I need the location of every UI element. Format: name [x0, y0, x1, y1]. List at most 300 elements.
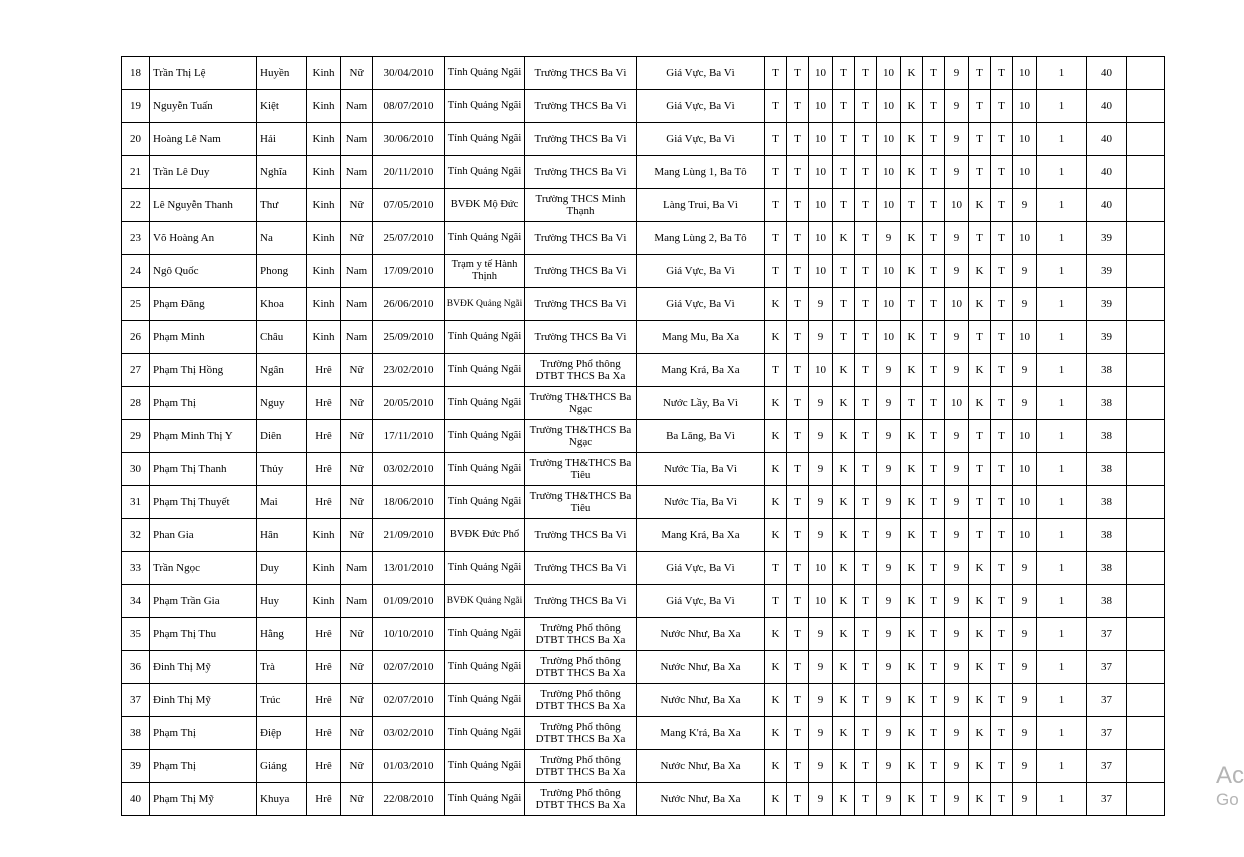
- cell-m2-score: 9: [877, 618, 901, 651]
- cell-m1-b: T: [787, 156, 809, 189]
- cell-dia-chi: Giá Vực, Ba Vì: [637, 585, 765, 618]
- cell-m1-b: T: [787, 486, 809, 519]
- cell-ten: Điệp: [257, 717, 307, 750]
- cell-m2-b: T: [855, 618, 877, 651]
- cell-m4-a: T: [969, 123, 991, 156]
- cell-m1-a: K: [765, 519, 787, 552]
- cell-m3-a: T: [901, 189, 923, 222]
- cell-m3-score: 9: [945, 123, 969, 156]
- cell-m2-score: 9: [877, 717, 901, 750]
- cell-m4-score: 9: [1013, 189, 1037, 222]
- cell-m4-a: K: [969, 684, 991, 717]
- cell-dan-toc: Hrê: [307, 420, 341, 453]
- cell-ngay-sinh: 08/07/2010: [373, 90, 445, 123]
- cell-m3-a: K: [901, 585, 923, 618]
- cell-dia-chi: Nước Như, Ba Xa: [637, 783, 765, 816]
- cell-ho-dem: Ngô Quốc: [150, 255, 257, 288]
- cell-m1-a: K: [765, 750, 787, 783]
- cell-ho-dem: Phạm Thị: [150, 750, 257, 783]
- cell-tong-diem: 40: [1087, 123, 1127, 156]
- cell-ho-dem: Đinh Thị Mỹ: [150, 651, 257, 684]
- cell-dia-chi: Nước Lầy, Ba Vì: [637, 387, 765, 420]
- cell-m2-score: 9: [877, 387, 901, 420]
- cell-m2-a: T: [833, 288, 855, 321]
- cell-tong-diem: 40: [1087, 90, 1127, 123]
- cell-ten: Trúc: [257, 684, 307, 717]
- cell-dan-toc: Hrê: [307, 387, 341, 420]
- table-row: [122, 750, 1165, 783]
- cell-tong-diem: 40: [1087, 189, 1127, 222]
- cell-uu-tien: 1: [1037, 651, 1087, 684]
- cell-dan-toc: Hrê: [307, 783, 341, 816]
- cell-truong: Trường THCS Ba Vì: [525, 585, 637, 618]
- cell-m1-score: 10: [809, 57, 833, 90]
- cell-ten: Duy: [257, 552, 307, 585]
- cell-m1-score: 10: [809, 156, 833, 189]
- cell-m2-a: K: [833, 387, 855, 420]
- cell-noi-sinh: BVĐK Mộ Đức: [445, 189, 525, 222]
- cell-m4-b: T: [991, 519, 1013, 552]
- table-row: [122, 222, 1165, 255]
- cell-m3-score: 9: [945, 453, 969, 486]
- cell-truong: Trường Phổ thông DTBT THCS Ba Xa: [525, 651, 637, 684]
- cell-truong: Trường THCS Ba Vì: [525, 321, 637, 354]
- cell-m3-score: 9: [945, 684, 969, 717]
- cell-noi-sinh: BVĐK Đức Phổ: [445, 519, 525, 552]
- cell-noi-sinh: Tỉnh Quảng Ngãi: [445, 453, 525, 486]
- cell-m2-a: K: [833, 552, 855, 585]
- cell-m2-a: K: [833, 750, 855, 783]
- cell-uu-tien: 1: [1037, 783, 1087, 816]
- cell-ten: Na: [257, 222, 307, 255]
- cell-m4-b: T: [991, 321, 1013, 354]
- cell-ngay-sinh: 18/06/2010: [373, 486, 445, 519]
- cell-m4-score: 10: [1013, 123, 1037, 156]
- cell-tong-diem: 37: [1087, 783, 1127, 816]
- cell-stt: 25: [122, 288, 150, 321]
- cell-uu-tien: 1: [1037, 321, 1087, 354]
- cell-m3-a: K: [901, 354, 923, 387]
- cell-m2-b: T: [855, 453, 877, 486]
- cell-m3-a: T: [901, 288, 923, 321]
- cell-uu-tien: 1: [1037, 123, 1087, 156]
- cell-ghi-chu: [1127, 585, 1165, 618]
- table-row: [122, 123, 1165, 156]
- cell-noi-sinh: Tỉnh Quảng Ngãi: [445, 222, 525, 255]
- cell-m1-score: 9: [809, 750, 833, 783]
- cell-m4-score: 10: [1013, 156, 1037, 189]
- cell-truong: Trường THCS Ba Vì: [525, 90, 637, 123]
- cell-dan-toc: Hrê: [307, 651, 341, 684]
- cell-ghi-chu: [1127, 354, 1165, 387]
- cell-m1-a: T: [765, 189, 787, 222]
- cell-uu-tien: 1: [1037, 354, 1087, 387]
- cell-gioi-tinh: Nữ: [341, 57, 373, 90]
- table-row: [122, 288, 1165, 321]
- cell-gioi-tinh: Nữ: [341, 453, 373, 486]
- cell-ten: Huyền: [257, 57, 307, 90]
- cell-ghi-chu: [1127, 156, 1165, 189]
- cell-truong: Trường Phổ thông DTBT THCS Ba Xa: [525, 717, 637, 750]
- cell-ghi-chu: [1127, 651, 1165, 684]
- cell-m4-score: 9: [1013, 255, 1037, 288]
- cell-ghi-chu: [1127, 486, 1165, 519]
- cell-dan-toc: Kinh: [307, 288, 341, 321]
- table-row: [122, 453, 1165, 486]
- cell-stt: 30: [122, 453, 150, 486]
- cell-noi-sinh: Tỉnh Quảng Ngãi: [445, 717, 525, 750]
- cell-m2-a: K: [833, 222, 855, 255]
- cell-tong-diem: 38: [1087, 387, 1127, 420]
- cell-m3-score: 9: [945, 255, 969, 288]
- cell-m1-b: T: [787, 684, 809, 717]
- cell-tong-diem: 39: [1087, 255, 1127, 288]
- cell-m4-a: K: [969, 255, 991, 288]
- cell-dia-chi: Mang Lùng 2, Ba Tô: [637, 222, 765, 255]
- cell-m4-score: 9: [1013, 585, 1037, 618]
- cell-uu-tien: 1: [1037, 684, 1087, 717]
- cell-ghi-chu: [1127, 684, 1165, 717]
- table-row: [122, 255, 1165, 288]
- cell-m1-score: 9: [809, 684, 833, 717]
- cell-tong-diem: 39: [1087, 288, 1127, 321]
- cell-ten: Trà: [257, 651, 307, 684]
- cell-m1-score: 10: [809, 123, 833, 156]
- cell-dan-toc: Kinh: [307, 90, 341, 123]
- cell-m4-a: T: [969, 90, 991, 123]
- cell-m1-score: 9: [809, 519, 833, 552]
- cell-m1-a: K: [765, 618, 787, 651]
- cell-ngay-sinh: 20/05/2010: [373, 387, 445, 420]
- cell-uu-tien: 1: [1037, 552, 1087, 585]
- cell-m1-b: T: [787, 288, 809, 321]
- cell-ghi-chu: [1127, 783, 1165, 816]
- cell-ngay-sinh: 22/08/2010: [373, 783, 445, 816]
- cell-uu-tien: 1: [1037, 288, 1087, 321]
- cell-m2-a: K: [833, 618, 855, 651]
- cell-m3-b: T: [923, 684, 945, 717]
- cell-ten: Ngân: [257, 354, 307, 387]
- cell-tong-diem: 38: [1087, 420, 1127, 453]
- cell-uu-tien: 1: [1037, 222, 1087, 255]
- table-row: [122, 420, 1165, 453]
- cell-m3-b: T: [923, 420, 945, 453]
- cell-ngay-sinh: 03/02/2010: [373, 717, 445, 750]
- cell-noi-sinh: Trạm y tế Hành Thịnh: [445, 255, 525, 288]
- cell-dan-toc: Hrê: [307, 486, 341, 519]
- cell-ngay-sinh: 03/02/2010: [373, 453, 445, 486]
- cell-m3-a: K: [901, 750, 923, 783]
- cell-m4-a: K: [969, 288, 991, 321]
- cell-m3-score: 9: [945, 321, 969, 354]
- cell-stt: 22: [122, 189, 150, 222]
- cell-m3-a: K: [901, 651, 923, 684]
- cell-m4-b: T: [991, 684, 1013, 717]
- cell-ten: Huy: [257, 585, 307, 618]
- cell-m3-a: K: [901, 519, 923, 552]
- cell-dia-chi: Nước Tỉa, Ba Vì: [637, 453, 765, 486]
- cell-stt: 33: [122, 552, 150, 585]
- cell-gioi-tinh: Nữ: [341, 651, 373, 684]
- cell-m3-a: K: [901, 90, 923, 123]
- cell-m4-a: T: [969, 420, 991, 453]
- cell-stt: 35: [122, 618, 150, 651]
- cell-uu-tien: 1: [1037, 90, 1087, 123]
- cell-m4-score: 9: [1013, 387, 1037, 420]
- cell-ho-dem: Hoàng Lê Nam: [150, 123, 257, 156]
- cell-m3-b: T: [923, 486, 945, 519]
- cell-noi-sinh: Tỉnh Quảng Ngãi: [445, 651, 525, 684]
- cell-dan-toc: Kinh: [307, 519, 341, 552]
- cell-ghi-chu: [1127, 189, 1165, 222]
- cell-m2-b: T: [855, 255, 877, 288]
- cell-m4-a: K: [969, 189, 991, 222]
- cell-m1-b: T: [787, 90, 809, 123]
- cell-ho-dem: Phạm Thị Thuyết: [150, 486, 257, 519]
- cell-m2-b: T: [855, 552, 877, 585]
- cell-tong-diem: 38: [1087, 354, 1127, 387]
- cell-m2-score: 10: [877, 288, 901, 321]
- cell-m2-b: T: [855, 321, 877, 354]
- cell-m3-score: 9: [945, 354, 969, 387]
- cell-m4-a: K: [969, 552, 991, 585]
- cell-m4-b: T: [991, 57, 1013, 90]
- cell-dia-chi: Giá Vực, Ba Vì: [637, 90, 765, 123]
- table-row: [122, 717, 1165, 750]
- cell-dia-chi: Giá Vực, Ba Vì: [637, 552, 765, 585]
- cell-ghi-chu: [1127, 420, 1165, 453]
- cell-dan-toc: Kinh: [307, 123, 341, 156]
- cell-m1-b: T: [787, 387, 809, 420]
- cell-m2-a: K: [833, 486, 855, 519]
- cell-m2-b: T: [855, 420, 877, 453]
- cell-m1-score: 9: [809, 651, 833, 684]
- cell-m1-score: 9: [809, 288, 833, 321]
- cell-ngay-sinh: 10/10/2010: [373, 618, 445, 651]
- table-row: [122, 156, 1165, 189]
- cell-stt: 27: [122, 354, 150, 387]
- cell-dia-chi: Ba Lăng, Ba Vì: [637, 420, 765, 453]
- cell-m4-b: T: [991, 123, 1013, 156]
- cell-m2-b: T: [855, 387, 877, 420]
- cell-m4-a: K: [969, 783, 991, 816]
- cell-m4-b: T: [991, 486, 1013, 519]
- cell-m4-score: 9: [1013, 288, 1037, 321]
- cell-tong-diem: 37: [1087, 684, 1127, 717]
- cell-ghi-chu: [1127, 255, 1165, 288]
- cell-m1-a: T: [765, 156, 787, 189]
- cell-ho-dem: Phạm Thị Thanh: [150, 453, 257, 486]
- cell-m4-a: K: [969, 387, 991, 420]
- cell-m2-score: 9: [877, 354, 901, 387]
- cell-dan-toc: Kinh: [307, 222, 341, 255]
- cell-m2-a: K: [833, 651, 855, 684]
- cell-stt: 39: [122, 750, 150, 783]
- cell-m1-a: K: [765, 321, 787, 354]
- cell-ten: Hằng: [257, 618, 307, 651]
- cell-m3-score: 10: [945, 387, 969, 420]
- cell-m2-b: T: [855, 90, 877, 123]
- cell-noi-sinh: Tỉnh Quảng Ngãi: [445, 420, 525, 453]
- cell-ten: Phong: [257, 255, 307, 288]
- cell-m2-score: 9: [877, 750, 901, 783]
- cell-ghi-chu: [1127, 717, 1165, 750]
- cell-ho-dem: Phạm Minh: [150, 321, 257, 354]
- cell-uu-tien: 1: [1037, 585, 1087, 618]
- cell-ho-dem: Trần Thị Lệ: [150, 57, 257, 90]
- cell-truong: Trường TH&THCS Ba Tiêu: [525, 486, 637, 519]
- cell-m2-a: K: [833, 585, 855, 618]
- cell-m4-b: T: [991, 717, 1013, 750]
- cell-dia-chi: Giá Vực, Ba Vì: [637, 255, 765, 288]
- cell-ten: Diên: [257, 420, 307, 453]
- cell-m4-b: T: [991, 354, 1013, 387]
- cell-dan-toc: Hrê: [307, 750, 341, 783]
- cell-m1-b: T: [787, 321, 809, 354]
- cell-m3-b: T: [923, 255, 945, 288]
- cell-stt: 29: [122, 420, 150, 453]
- cell-ngay-sinh: 23/02/2010: [373, 354, 445, 387]
- cell-gioi-tinh: Nữ: [341, 387, 373, 420]
- cell-m1-b: T: [787, 552, 809, 585]
- cell-m4-b: T: [991, 90, 1013, 123]
- cell-stt: 38: [122, 717, 150, 750]
- cell-m4-b: T: [991, 288, 1013, 321]
- table-row: [122, 354, 1165, 387]
- cell-dia-chi: Giá Vực, Ba Vì: [637, 288, 765, 321]
- cell-m4-a: T: [969, 57, 991, 90]
- cell-uu-tien: 1: [1037, 618, 1087, 651]
- cell-noi-sinh: Tỉnh Quảng Ngãi: [445, 750, 525, 783]
- cell-m3-score: 9: [945, 750, 969, 783]
- cell-m4-score: 10: [1013, 519, 1037, 552]
- cell-tong-diem: 40: [1087, 57, 1127, 90]
- cell-stt: 28: [122, 387, 150, 420]
- cell-ho-dem: Đinh Thị Mỹ: [150, 684, 257, 717]
- cell-m4-a: T: [969, 486, 991, 519]
- cell-m3-b: T: [923, 57, 945, 90]
- table-row: [122, 618, 1165, 651]
- cell-m1-score: 9: [809, 387, 833, 420]
- cell-m3-b: T: [923, 783, 945, 816]
- cell-m2-b: T: [855, 288, 877, 321]
- cell-m2-score: 9: [877, 783, 901, 816]
- cell-dan-toc: Hrê: [307, 684, 341, 717]
- cell-tong-diem: 37: [1087, 750, 1127, 783]
- cell-m1-b: T: [787, 222, 809, 255]
- cell-m3-a: K: [901, 486, 923, 519]
- cell-ngay-sinh: 21/09/2010: [373, 519, 445, 552]
- cell-m2-b: T: [855, 750, 877, 783]
- cell-gioi-tinh: Nữ: [341, 222, 373, 255]
- cell-m4-a: T: [969, 321, 991, 354]
- cell-tong-diem: 37: [1087, 618, 1127, 651]
- cell-stt: 32: [122, 519, 150, 552]
- cell-stt: 40: [122, 783, 150, 816]
- cell-dia-chi: Mang K'rá, Ba Xa: [637, 717, 765, 750]
- cell-dan-toc: Kinh: [307, 585, 341, 618]
- cell-dan-toc: Hrê: [307, 354, 341, 387]
- cell-m3-a: K: [901, 222, 923, 255]
- cell-ten: Hải: [257, 123, 307, 156]
- cell-m4-b: T: [991, 156, 1013, 189]
- cell-ten: Nghĩa: [257, 156, 307, 189]
- cell-m3-b: T: [923, 288, 945, 321]
- cell-truong: Trường THCS Ba Vì: [525, 123, 637, 156]
- cell-ghi-chu: [1127, 222, 1165, 255]
- cell-tong-diem: 39: [1087, 222, 1127, 255]
- cell-ho-dem: Phan Gia: [150, 519, 257, 552]
- cell-ho-dem: Võ Hoàng An: [150, 222, 257, 255]
- cell-m1-score: 10: [809, 255, 833, 288]
- cell-ten: Giáng: [257, 750, 307, 783]
- cell-noi-sinh: Tỉnh Quảng Ngãi: [445, 387, 525, 420]
- cell-m2-a: K: [833, 519, 855, 552]
- cell-truong: Trường THCS Ba Vì: [525, 288, 637, 321]
- cell-gioi-tinh: Nam: [341, 585, 373, 618]
- cell-m1-b: T: [787, 255, 809, 288]
- cell-m3-score: 9: [945, 90, 969, 123]
- cell-gioi-tinh: Nam: [341, 255, 373, 288]
- cell-noi-sinh: Tỉnh Quảng Ngãi: [445, 321, 525, 354]
- cell-m3-b: T: [923, 222, 945, 255]
- cell-ho-dem: Lê Nguyễn Thanh: [150, 189, 257, 222]
- cell-gioi-tinh: Nữ: [341, 684, 373, 717]
- cell-m2-a: K: [833, 684, 855, 717]
- cell-m4-b: T: [991, 618, 1013, 651]
- cell-tong-diem: 38: [1087, 585, 1127, 618]
- cell-gioi-tinh: Nam: [341, 552, 373, 585]
- cell-m1-a: T: [765, 90, 787, 123]
- table-row: [122, 57, 1165, 90]
- cell-truong: Trường THCS Minh Thạnh: [525, 189, 637, 222]
- cell-dan-toc: Kinh: [307, 321, 341, 354]
- cell-dia-chi: Giá Vực, Ba Vì: [637, 123, 765, 156]
- cell-m2-a: T: [833, 255, 855, 288]
- watermark-line-2: Go: [1216, 790, 1239, 809]
- cell-m1-score: 9: [809, 717, 833, 750]
- cell-ghi-chu: [1127, 552, 1165, 585]
- cell-m2-score: 10: [877, 255, 901, 288]
- cell-gioi-tinh: Nữ: [341, 486, 373, 519]
- cell-stt: 34: [122, 585, 150, 618]
- cell-m2-a: T: [833, 57, 855, 90]
- cell-noi-sinh: Tỉnh Quảng Ngãi: [445, 354, 525, 387]
- cell-m1-b: T: [787, 618, 809, 651]
- table-row: [122, 552, 1165, 585]
- cell-tong-diem: 38: [1087, 519, 1127, 552]
- cell-m3-score: 9: [945, 420, 969, 453]
- cell-dia-chi: Mang Lùng 1, Ba Tô: [637, 156, 765, 189]
- cell-m4-score: 9: [1013, 618, 1037, 651]
- cell-m2-b: T: [855, 783, 877, 816]
- cell-ho-dem: Phạm Thị: [150, 387, 257, 420]
- cell-m4-b: T: [991, 387, 1013, 420]
- cell-m3-b: T: [923, 717, 945, 750]
- cell-m3-score: 9: [945, 519, 969, 552]
- cell-noi-sinh: BVĐK Quảng Ngãi: [445, 288, 525, 321]
- cell-m3-a: K: [901, 420, 923, 453]
- cell-m3-b: T: [923, 651, 945, 684]
- cell-m1-a: T: [765, 222, 787, 255]
- cell-m2-score: 9: [877, 519, 901, 552]
- cell-m3-a: K: [901, 156, 923, 189]
- cell-m2-a: T: [833, 123, 855, 156]
- cell-uu-tien: 1: [1037, 519, 1087, 552]
- cell-m2-b: T: [855, 156, 877, 189]
- cell-m1-b: T: [787, 585, 809, 618]
- cell-m3-score: 9: [945, 717, 969, 750]
